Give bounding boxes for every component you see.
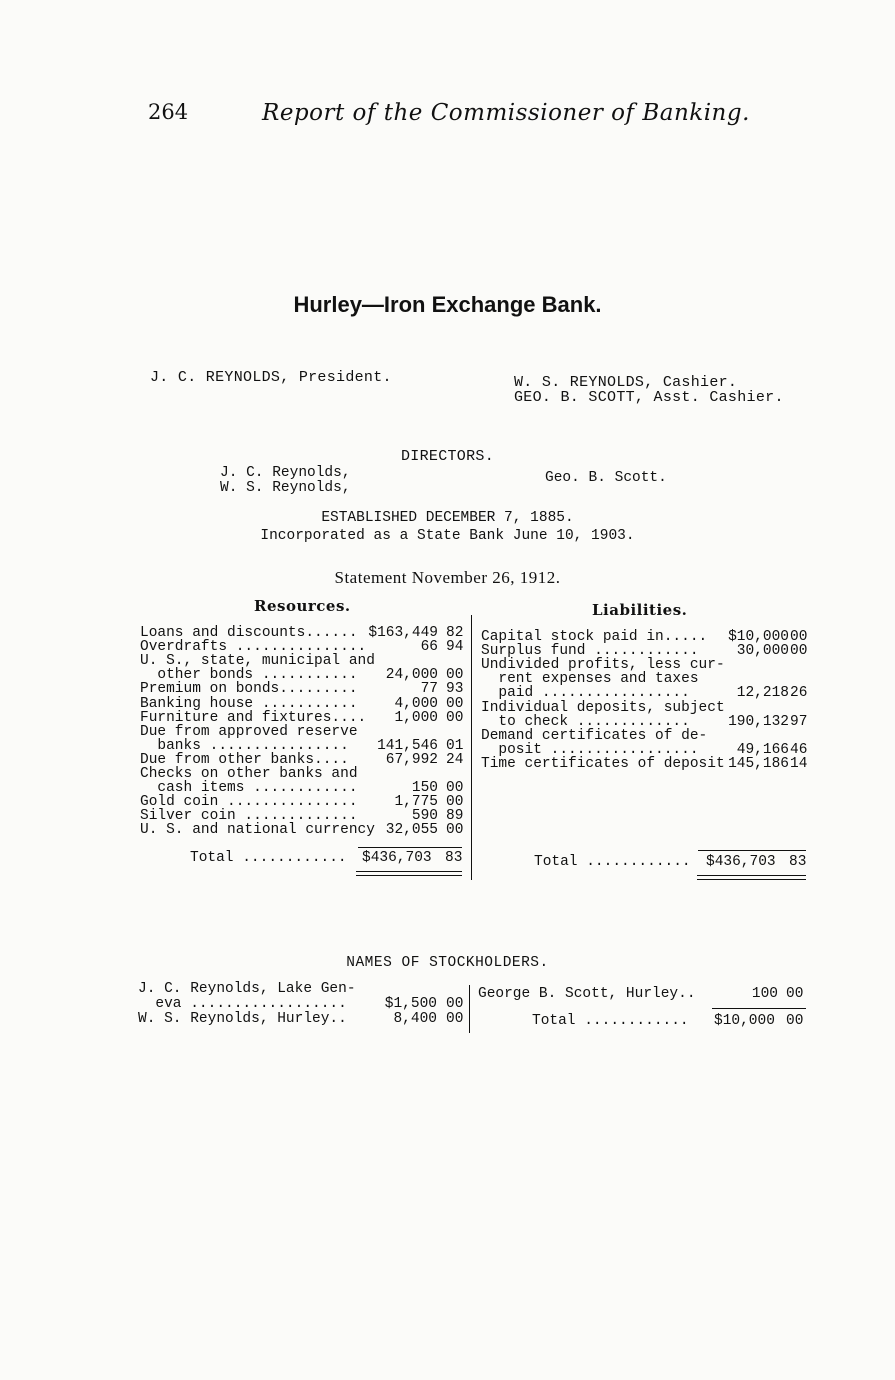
ledger-row-label: cash items ............	[140, 780, 358, 797]
liabilities-total-dollars: $436,703	[706, 854, 776, 870]
ledger-row-label: Capital stock paid in.....	[481, 629, 708, 645]
ledger-row-label: Surplus fund ............	[481, 643, 699, 660]
director-name: Geo. B. Scott.	[545, 470, 667, 486]
ledger-row-dollars: 141,546	[377, 737, 438, 754]
ledger-row-cents: 00	[446, 794, 464, 811]
director-name: W. S. Reynolds,	[220, 480, 351, 496]
incorporated-date: Incorporated as a State Bank June 10, 1903.	[260, 528, 635, 544]
resources-heading: Resources.	[254, 597, 351, 615]
resources-total-label: Total ............	[190, 850, 347, 866]
ledger-row-cents: 24	[446, 751, 464, 768]
ledger-row	[138, 1012, 468, 1027]
ledger-row-dollars: 32,055	[385, 822, 438, 839]
ledger-row-dollars: $1,500	[384, 996, 437, 1012]
stockholders-right	[478, 987, 808, 1007]
ledger-row-label: eva ..................	[138, 996, 347, 1012]
ledger-row-cents: 93	[446, 681, 464, 698]
liabilities-heading: Liabilities.	[592, 601, 688, 619]
ledger-row-label: U. S. and national currency	[140, 822, 375, 839]
ledger-row-dollars: 24,000	[385, 667, 438, 684]
ledger-row-label: J. C. Reynolds, Lake Gen-	[138, 981, 356, 997]
ledger-row-dollars: 1,000	[394, 709, 438, 726]
ledger-row-label: banks ................	[140, 737, 349, 754]
ledger-row-label: Gold coin ...............	[140, 794, 358, 811]
ledger-row-cents: 97	[790, 713, 808, 730]
ledger-row-dollars: $10,000	[728, 629, 789, 645]
liabilities-total-label: Total ............	[534, 854, 691, 870]
stockholders-divider	[469, 985, 470, 1033]
ledger-row-label: Demand certificates of de-	[481, 727, 708, 744]
ledger-row-label: W. S. Reynolds, Hurley..	[138, 1011, 347, 1027]
ledger-row-label: Furniture and fixtures....	[140, 709, 367, 726]
ledger-row-cents: 00	[446, 780, 464, 797]
established-date: ESTABLISHED DECEMBER 7, 1885.	[321, 510, 574, 526]
ledger-row-cents: 94	[446, 639, 464, 656]
ledger-row-dollars: 4,000	[394, 695, 438, 712]
stockholders-left	[138, 982, 468, 1032]
ledger-row-label: Overdrafts ...............	[140, 639, 367, 656]
liabilities-total-double-rule	[697, 879, 806, 880]
liabilities-subtotal-rule	[698, 850, 806, 851]
ledger-row-dollars: 66	[420, 639, 438, 656]
ledger-row-cents: 26	[790, 685, 808, 702]
stockholders-heading: NAMES OF STOCKHOLDERS.	[346, 955, 549, 971]
ledger-row-dollars: 67,992	[385, 751, 438, 768]
ledger-row-cents: 00	[786, 986, 804, 1002]
ledger-row-dollars: 77	[420, 681, 438, 698]
ledger-row-cents: 82	[446, 625, 464, 641]
stockholders-total-dollars: $10,000	[714, 1013, 775, 1029]
running-title: Report of the Commissioner of Banking.	[262, 100, 750, 126]
page-number: 264	[148, 100, 189, 124]
ledger-row-cents: 46	[790, 741, 808, 758]
liabilities-table	[481, 630, 811, 790]
resources-total-cents: 83	[445, 850, 463, 866]
ledger-row-label: to check .............	[481, 713, 690, 730]
resources-total-double-rule	[356, 871, 462, 872]
ledger-row-label: Checks on other banks and	[140, 766, 358, 782]
ledger-row-dollars: 1,775	[394, 794, 438, 811]
liabilities-total-double-rule	[697, 875, 806, 876]
ledger-row	[138, 997, 468, 1012]
ledger-row-label: Time certificates of deposit	[481, 755, 725, 772]
ledger-row-dollars: 30,000	[736, 643, 789, 660]
ledger-row-label: Loans and discounts......	[140, 625, 358, 641]
resources-total-dollars: $436,703	[362, 850, 432, 866]
ledger-row-dollars: 49,166	[736, 741, 789, 758]
column-divider	[471, 615, 472, 880]
ledger-row-dollars: 145,186	[728, 755, 789, 772]
ledger-row	[138, 982, 468, 997]
ledger-row-label: Premium on bonds.........	[140, 681, 358, 698]
ledger-row-cents: 00	[446, 667, 464, 684]
ledger-row-cents: 00	[790, 643, 808, 660]
ledger-row-cents: 00	[446, 996, 464, 1012]
bank-title: Hurley—Iron Exchange Bank.	[293, 292, 602, 317]
ledger-row-dollars: $163,449	[368, 625, 438, 641]
ledger-row-dollars: 150	[411, 780, 438, 797]
ledger-row-label: U. S., state, municipal and	[140, 653, 375, 670]
ledger-row-label: Silver coin .............	[140, 808, 358, 825]
ledger-row-cents: 01	[446, 737, 464, 754]
ledger-row-cents: 89	[446, 808, 464, 825]
ledger-row-dollars: 8,400	[393, 1011, 437, 1027]
ledger-row-cents: 14	[790, 755, 808, 772]
director-name: J. C. Reynolds,	[220, 465, 351, 481]
ledger-row-label: George B. Scott, Hurley..	[478, 986, 696, 1002]
ledger-row-dollars: 100	[751, 986, 778, 1002]
stockholders-total-cents: 00	[786, 1013, 804, 1029]
ledger-row-cents: 00	[446, 709, 464, 726]
ledger-row-cents: 00	[446, 695, 464, 712]
president: J. C. REYNOLDS, President.	[150, 369, 392, 386]
resources-total-double-rule	[356, 875, 462, 876]
ledger-row	[478, 987, 808, 1002]
statement-title: Statement November 26, 1912.	[334, 568, 561, 587]
ledger-row-label: Individual deposits, subject	[481, 699, 725, 716]
asst-cashier: GEO. B. SCOTT, Asst. Cashier.	[514, 389, 784, 406]
ledger-row-dollars: 590	[411, 808, 438, 825]
resources-table	[140, 626, 470, 856]
resources-subtotal-rule	[358, 847, 462, 848]
ledger-row-label: paid .................	[481, 685, 690, 702]
ledger-row-label: Undivided profits, less cur-	[481, 657, 725, 674]
liabilities-total-cents: 83	[789, 854, 807, 870]
ledger-row-label: Due from other banks....	[140, 751, 349, 768]
ledger-row-label: other bonds ...........	[140, 667, 358, 684]
ledger-row-dollars: 12,218	[736, 685, 789, 702]
ledger-row	[481, 757, 811, 772]
ledger-row-dollars: 190,132	[728, 713, 789, 730]
cashier: W. S. REYNOLDS, Cashier.	[514, 374, 738, 391]
ledger-row-cents: 00	[446, 822, 464, 839]
ledger-row-label: posit .................	[481, 741, 699, 758]
ledger-row	[140, 823, 470, 838]
stockholders-subtotal-rule	[712, 1008, 806, 1009]
stockholders-total-label: Total ............	[532, 1013, 689, 1029]
ledger-row-label: Banking house ...........	[140, 695, 358, 712]
ledger-row-label: Due from approved reserve	[140, 723, 358, 740]
ledger-row-cents: 00	[790, 629, 808, 645]
ledger-row-cents: 00	[446, 1011, 464, 1027]
ledger-row-label: rent expenses and taxes	[481, 671, 699, 688]
directors-heading: DIRECTORS.	[400, 448, 494, 465]
